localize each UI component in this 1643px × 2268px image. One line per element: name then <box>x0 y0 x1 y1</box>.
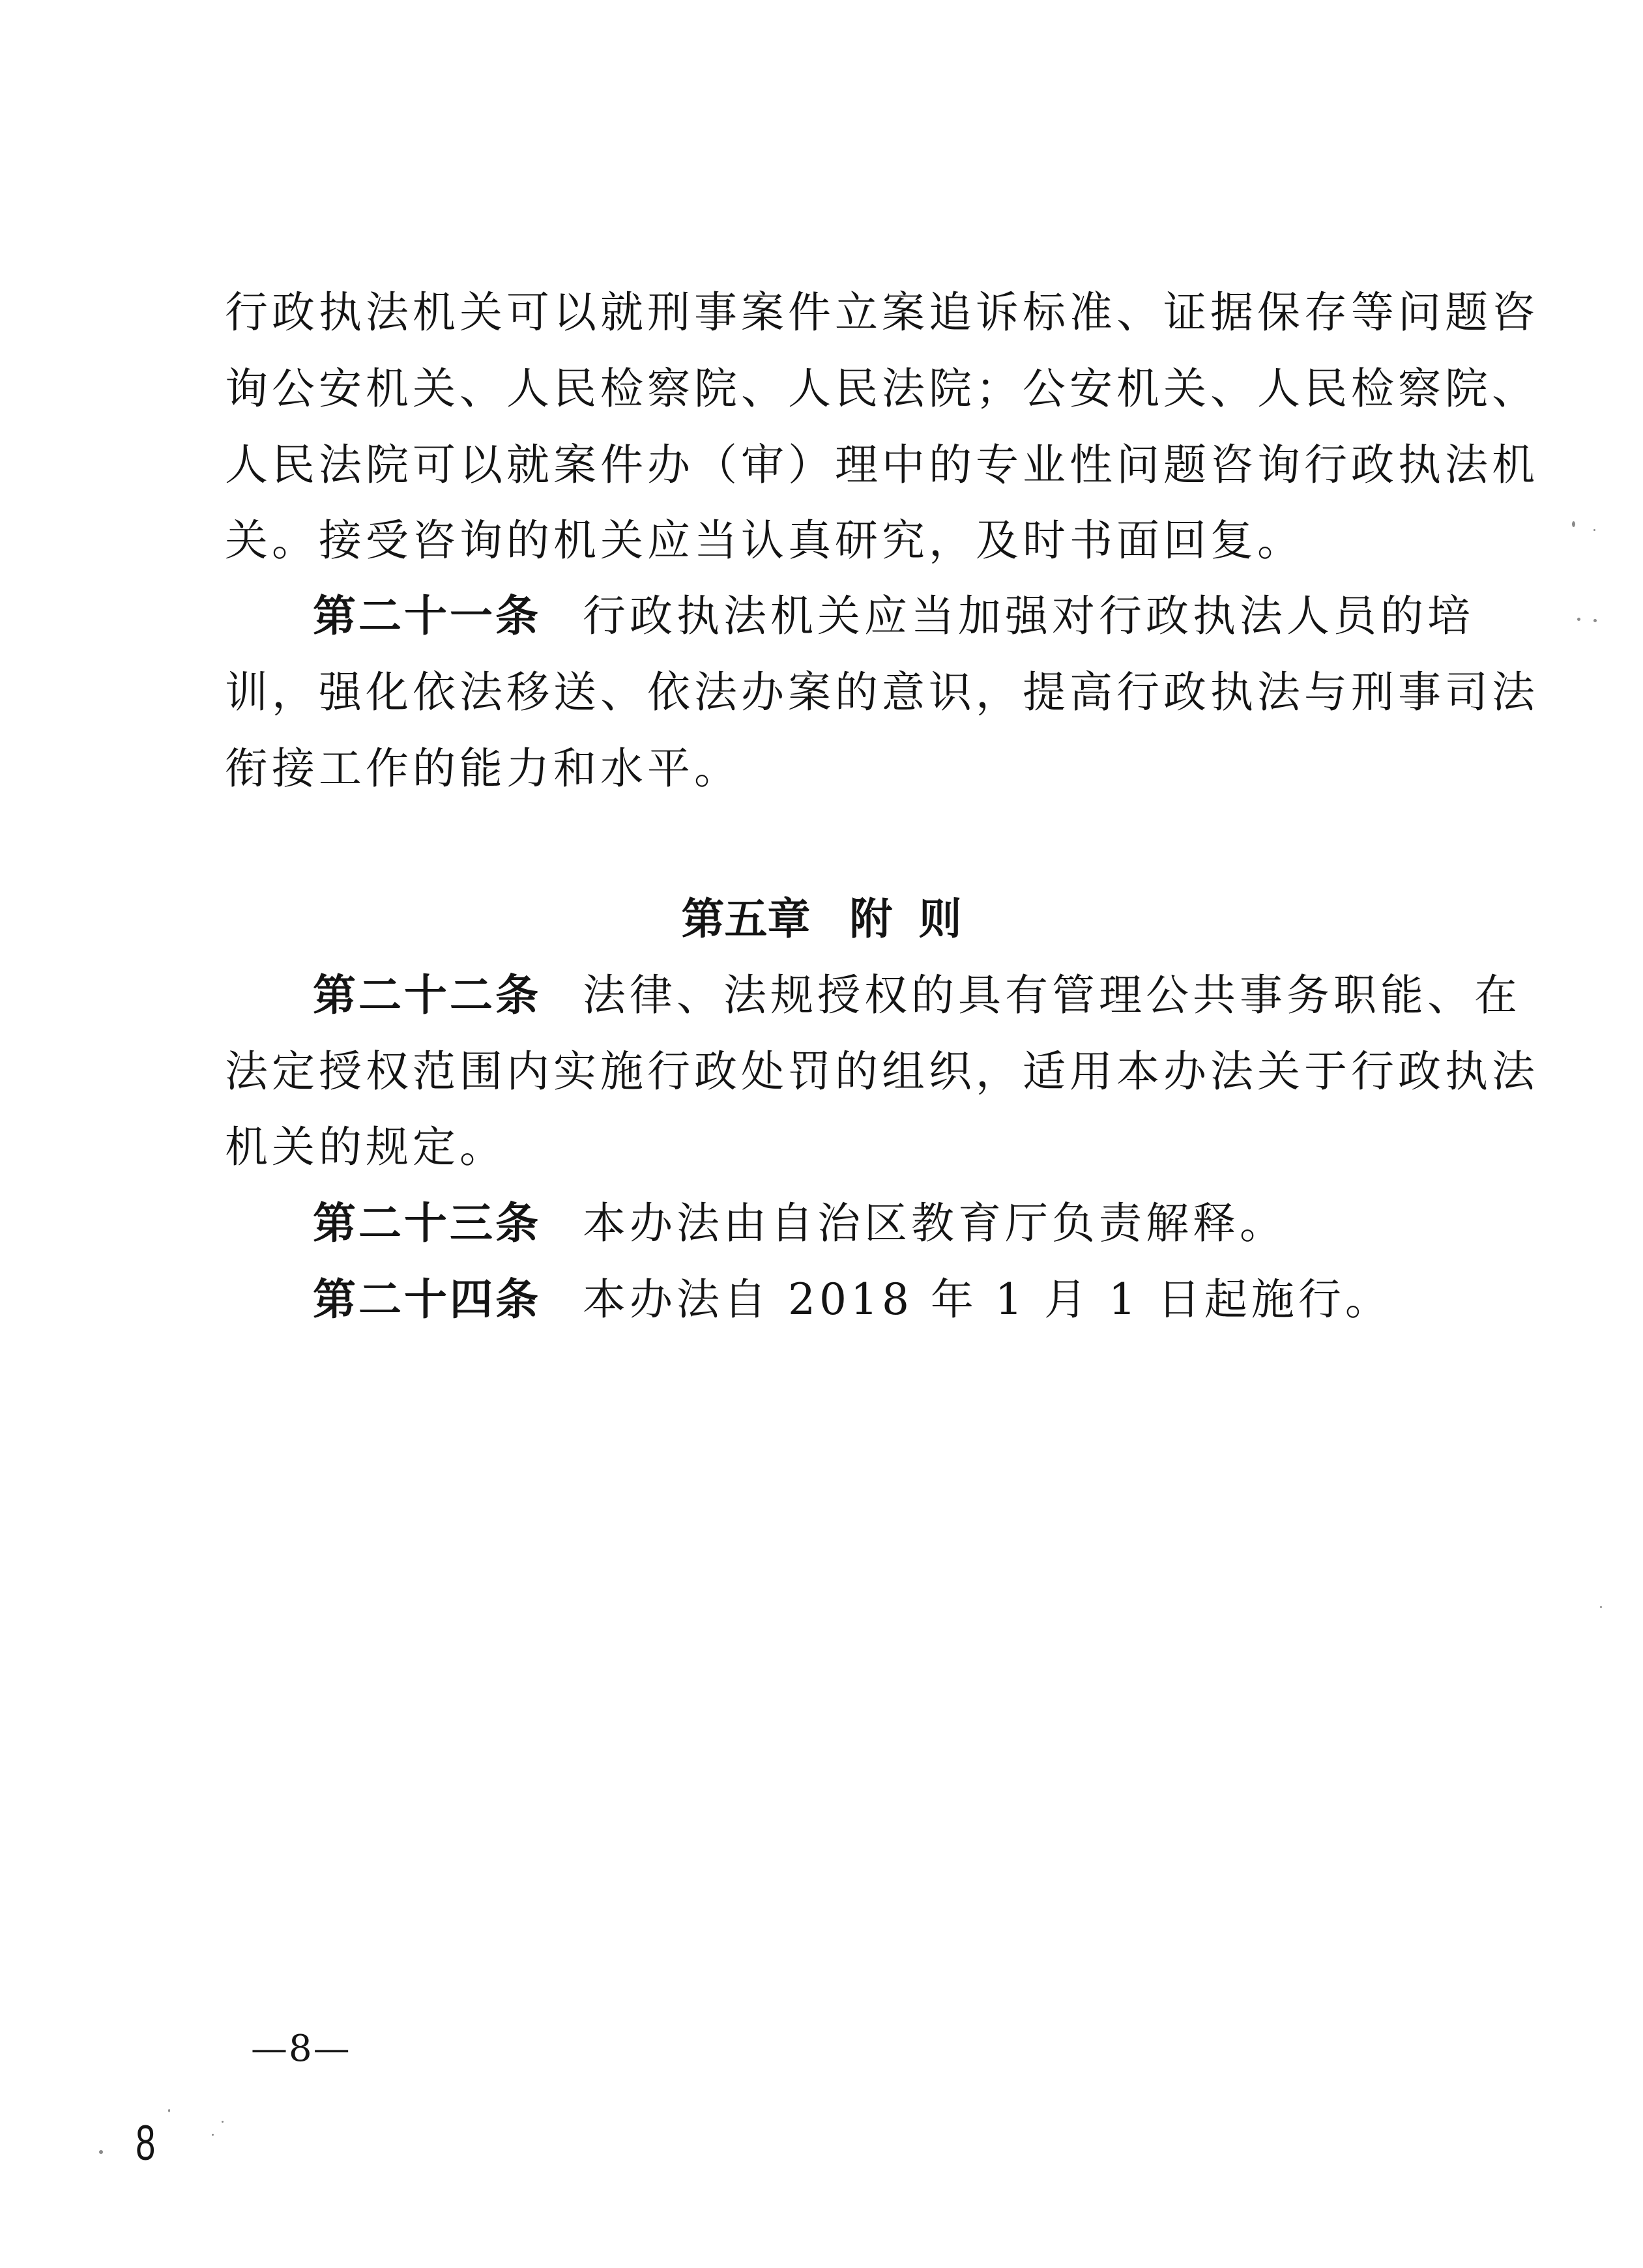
scan-speck <box>212 2134 214 2136</box>
paragraph-line: 关。接受咨询的机关应当认真研究，及时书面回复。 <box>225 515 1304 566</box>
stamped-page-number: 8 <box>136 2116 156 2171</box>
scan-speck <box>1593 529 1595 531</box>
chapter-title-part: 附 <box>849 894 893 944</box>
article-24-text: 本办法自 2018 年 1 月 1 日起施行。 <box>583 1274 1392 1325</box>
paragraph-line: 人民法院可以就案件办（审）理中的专业性问题咨询行政执法机 <box>225 440 1539 490</box>
scan-speck <box>1572 521 1575 527</box>
article-22-line: 法定授权范围内实施行政处罚的组织，适用本办法关于行政执法 <box>225 1046 1539 1097</box>
chapter-number: 第五章 <box>681 894 811 944</box>
scan-speck <box>168 2109 170 2112</box>
page-number: —8— <box>251 2028 351 2070</box>
scan-speck <box>1600 1606 1602 1608</box>
article-21-line: 训，强化依法移送、依法办案的意识，提高行政执法与刑事司法 <box>225 667 1539 717</box>
scan-speck <box>1577 618 1580 621</box>
chapter-heading <box>0 893 1643 945</box>
article-23-title: 第二十三条 <box>313 1198 541 1248</box>
article-23-text: 本办法由自治区教育厅负责解释。 <box>583 1198 1287 1248</box>
scan-speck <box>1593 619 1597 622</box>
paragraph-line: 询公安机关、人民检察院、人民法院；公安机关、人民检察院、 <box>225 364 1539 414</box>
article-22-line: 机关的规定。 <box>225 1122 506 1172</box>
article-22-title: 第二十二条 <box>313 970 541 1020</box>
scan-speck <box>99 2150 103 2154</box>
article-24-line <box>313 1274 1450 1326</box>
chapter-title-part: 则 <box>918 894 962 944</box>
article-22-first-line <box>313 969 1521 1022</box>
article-24-title: 第二十四条 <box>313 1274 541 1325</box>
article-21-title: 第二十一条 <box>313 591 541 641</box>
paragraph-line: 行政执法机关可以就刑事案件立案追诉标准、证据保存等问题咨 <box>225 287 1539 337</box>
article-22-text: 法律、法规授权的具有管理公共事务职能、在 <box>583 970 1521 1020</box>
article-21-first-line <box>313 590 1474 642</box>
article-23-line <box>313 1198 1450 1250</box>
article-21-text: 行政执法机关应当加强对行政执法人员的培 <box>583 591 1474 641</box>
article-21-line: 衔接工作的能力和水平。 <box>225 743 741 794</box>
scan-speck <box>222 2121 224 2123</box>
